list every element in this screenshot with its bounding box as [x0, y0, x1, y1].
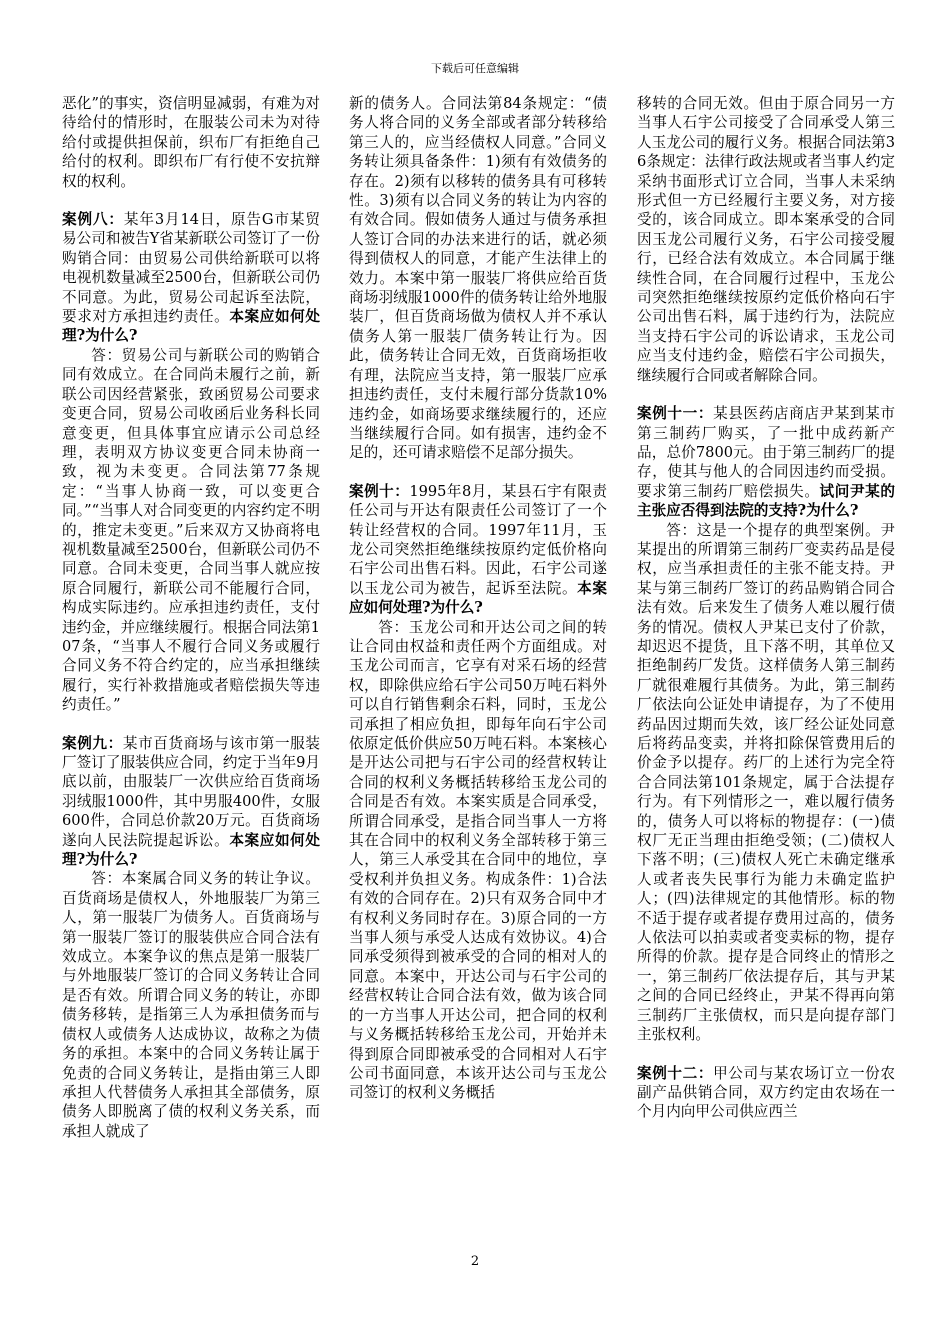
- text-column-2: [349, 94, 607, 1103]
- case-10-answer: 答：玉龙公司和开达公司之间的转让合同由权益和责任两个方面组成。对玉龙公司而言，它享有对采石场的经营权，即除供应给石宇公司50万吨石料外可以自行销售剩余石料，同时，玉龙公司承担了相应负担，即每年向石宇公司依原定低价供应50万吨石料。本案核心是开达公司把与石宇公司的经营权转让合同的权利义务概括转移给玉龙公司的合同是否有效。本案实质是合同承受，所谓合同承受，是指合同当事人一方将其在合同中的权利义务全部转移于第三人，第三人承受其在合同中的地位，享受权利并负担义务。构成条件：1)合法有效的合同存在。2)只有双务合同中才有权利义务同时存在。3)原合同的一方当事人须与承受人达成有效协议。4)合同承受须得到被承受的合同的相对人的同意。本案中，开达公司与石宇公司的经营权转让合同合法有效，做为该合同的一方当事人开达公司，把合同的权利与义务概括转移给玉龙公司，开始并未得到原合同即被承受的合同相对人石宇公司书面同意，本该开达公司与玉龙公司签订的权利义务概括: [349, 618, 607, 1102]
- case-10-label: 案例十：: [349, 482, 410, 500]
- case-12-label: 案例十二：: [637, 1064, 714, 1082]
- page-header-note: 下载后可任意编辑: [431, 62, 519, 75]
- case-10-facts: 1995年8月，某县石宇有限责任公司与开达有限责任公司签订了一个转让经营权的合同。1997年11月，玉龙公司突然拒绝继续按原约定低价格向石宇公司出售石料。因此，石宇公司遂以玉龙公司为被告，起诉至法院。: [349, 482, 607, 597]
- case-10: [349, 482, 607, 618]
- case-8-question: 本案应如何处理?为什么?: [62, 308, 320, 345]
- case-12: [637, 1064, 895, 1122]
- case-11: [637, 404, 895, 520]
- case-8-facts: 某年3月14日，原告G市某贸易公司和被告Y省某新联公司签订了一份购销合同：由贸易公司供给新联可以将电视机数量减至2500台，但新联公司仍不同意。为此，贸易公司起诉至法院，要求对方承担违约责任。: [62, 211, 320, 326]
- case-9-answer: 答：本案属合同义务的转让争议。百货商场是债权人，外地服装厂为第三人，第一服装厂为债务人。百货商场与第一服装厂签订的服装供应合同合法有效成立。本案争议的焦点是第一服装厂与外地服装厂签订的合同义务转让合同是否有效。所谓合同义务的转让，亦即债务移转，是指第三人为承担债务而与债权人或债务人达成协议，故称之为债务的承担。本案中的合同义务转让属于免责的合同义务转让，是指由第三人即承担人代替债务人承担其全部债务，原债务人即脱离了债的权利义务关系，而承担人就成了: [62, 870, 320, 1140]
- text-column-1: [62, 94, 320, 1141]
- case-11-label: 案例十一：: [637, 405, 714, 423]
- case-9-label: 案例九：: [62, 734, 123, 752]
- case-10-question: 本案应如何处理?为什么?: [349, 579, 607, 617]
- case-8-answer: 答：贸易公司与新联公司的购销合同有效成立。在合同尚未履行之前，新联公司因经营紧张，致函贸易公司要求变更合同，贸易公司收函后业务科长同意变更，但具体事宜应请示公司总经理，表明双方协议变更合同未协商一致，视为未变更。合同法第77条规定：“当事人协商一致，可以变更合同。”“当事人对合同变更的内容约定不明的，推定未变更。”后来双方又协商将电视机数量减至2500台，但新联公司仍不同意。合同未变更，合同当事人就应按原合同履行，新联公司不能履行合同，构成实际违约。应承担违约责任，支付违约金，并应继续履行。根据合同法第107条，“当事人不履行合同义务或履行合同义务不符合约定的，应当承担继续履行，实行补救措施或者赔偿损失等违约责任。”: [62, 346, 320, 714]
- case-9: [62, 734, 320, 870]
- case-8: [62, 210, 320, 346]
- paragraph-continuation: 恶化”的事实，资信明显减弱，有难为对待给付的情形时，在服装公司未为对待给付或提供担保前，织布厂有拒绝自己给付的权利。即织布厂有行使不安抗辩权的权利。: [62, 95, 320, 190]
- page-number: 2: [470, 1254, 480, 1269]
- case-11-facts: 某县医药店商店尹某到某市第三制药厂购买，了一批中成药新产品，总价7800元。由于第三制药厂的提存，使其与他人的合同因违约而受损。要求第三制药厂赔偿损失。: [637, 405, 895, 500]
- case-9-question: 本案应如何处理?为什么?: [62, 831, 320, 869]
- case-9-facts: 某市百货商场与该市第一服装厂签订了服装供应合同，约定于当年9月底以前，由服装厂一次供应给百货商场羽绒服1000件，其中男服400件，女服600件，合同总价款20万元。百货商场遂向人民法院提起诉讼。: [62, 734, 320, 849]
- case-8-label: 案例八：: [62, 211, 124, 229]
- case-11-answer: 答：这是一个提存的典型案例。尹某提出的所谓第三制药厂变卖药品是侵权，应当承担责任的主张不能支持。尹某与第三制药厂签订的药品购销合同合法有效。后来发生了债务人难以履行债务的情况。债权人尹某已支付了价款，却迟迟不提货，且下落不明，其单位又拒绝制药厂发货。这样债务人第三制药厂就很难履行其债务。为此，第三制药厂依法向公证处申请提存，为了不使用药品因过期而失效，该厂经公证处同意后将药品变卖，并将扣除保管费用后的价金予以提存。药厂的上述行为完全符合合同法第101条规定，属于合法提存行为。有下列情形之一，难以履行债务的，债务人可以将标的物提存：(一)债权厂无正当理由拒绝受领；(二)债权人下落不明；(三)债权人死亡未确定继承人或者丧失民事行为能力未确定监护人；(四)法律规定的其他情形。标的物不适于提存或者提存费用过高的，债务人依法可以拍卖或者变卖标的物，提存所得的价款。提存是合同终止的情形之一，第三制药厂依法提存后，其与尹某之间的合同已经终止，尹某不得再向第三制药厂主张债权，而只是向提存部门主张权利。: [637, 521, 895, 1044]
- paragraph-continuation: 移转的合同无效。但由于原合同另一方当事人石宇公司接受了合同承受人第三人玉龙公司的履行义务。根据合同法第36条规定：法律行政法规或者当事人约定采纳书面形式订立合同，当事人未采纳形式但一方已经履行主要义务，对方接受的，该合同成立。即本案承受的合同因玉龙公司履行义务，石宇公司接受履行，已经合法有效成立。本合同属于继续性合同，在合同履行过程中，玉龙公司突然拒绝继续按原约定低价格向石宇公司出售石料，属于违约行为，法院应当支持石宇公司的诉讼请求，玉龙公司应当支付违约金，赔偿石宇公司损失，继续履行合同或者解除合同。: [637, 95, 895, 384]
- case-11-question: 试问尹某的主张应否得到法院的支持?为什么?: [637, 482, 895, 520]
- paragraph-continuation: 新的债务人。合同法第84条规定：“债务人将合同的义务全部或者部分转移给第三人的，应当经债权人同意。”合同义务转让须具备条件：1)须有有效债务的存在。2)须有以移转的债务具有可移转性。3)须有以合同义务的转让为内容的有效合同。假如债务人通过与债务承担人签订合同的办法来进行的话，就必须得到债权人的同意，才能产生法律上的效力。本案中第一服装厂将供应给百货商场羽绒服1000件的债务转让给外地服装厂，但百货商场做为债权人并不承认债务人第一服装厂债务转让行为。因此，债务转让合同无效，百货商场拒收有理，法院应当支持，第一服装厂应承担违约责任，支付未履行部分货款10%违约金，如商场要求继续履行的，还应当继续履行合同。如有损害，违约金不足的，还可请求赔偿不足部分损失。: [349, 95, 607, 462]
- case-12-facts: 甲公司与某农场订立一份农副产品供销合同，双方约定由农场在一个月内向甲公司供应西兰: [637, 1064, 895, 1121]
- text-column-3: [637, 94, 895, 1122]
